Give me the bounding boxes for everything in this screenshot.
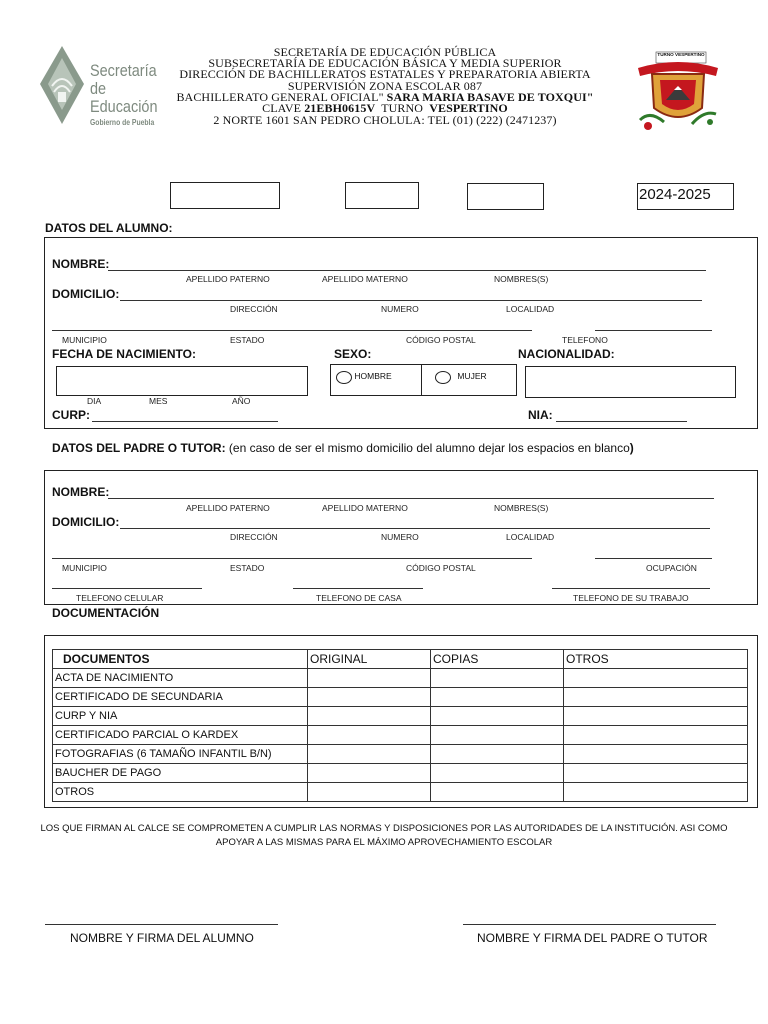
table-row [53,688,748,707]
padre-estado: ESTADO [230,563,265,573]
logo-line-1: Secretaría [90,61,157,80]
firma-padre-line[interactable] [463,924,716,925]
padre-municipio: MUNICIPIO [62,563,107,573]
copias-cell[interactable] [431,783,564,802]
folio-box-2[interactable] [345,182,419,209]
folio-box-1[interactable] [170,182,280,209]
alumno-nombre-label: NOMBRE: [52,257,110,271]
hombre-label: HOMBRE [354,371,392,381]
fecha-mes: MES [149,396,168,406]
nacionalidad-box[interactable] [525,366,736,398]
alumno-numero: NUMERO [381,304,419,314]
otros-cell[interactable] [564,783,748,802]
mujer-label: MUJER [457,371,487,381]
tel-celular: TELEFONO CELULAR [76,593,164,603]
compromiso-line-1: LOS QUE FIRMAN AL CALCE SE COMPROMETEN A CUMPLIR LAS NORMAS Y DISPOSICIONES POR LAS AUTORIDADES DE LA INSTITUCIÓN. ASI COMO [40,823,728,834]
school-year: 2024-2025 [639,186,711,203]
compromiso-text [30,822,738,850]
otros-cell[interactable] [564,764,748,783]
padre-municipio-line[interactable] [52,558,532,559]
curp-line[interactable] [92,421,278,422]
padre-numero: NUMERO [381,532,419,542]
original-cell[interactable] [308,669,431,688]
compromiso-line-2: APOYAR A LAS MISMAS PARA EL MÁXIMO APROVECHAMIENTO ESCOLAR [215,837,553,848]
padre-localidad: LOCALIDAD [506,532,555,542]
documentos-table [52,649,748,802]
table-row [53,669,748,688]
padre-ocupacion-line[interactable] [595,558,712,559]
mujer-option[interactable] [435,371,487,384]
alumno-municipio-line[interactable] [52,330,532,331]
alumno-direccion: DIRECCIÓN [230,304,278,314]
doc-name: ACTA DE NACIMIENTO [53,669,308,688]
firma-alumno-label: NOMBRE Y FIRMA DEL ALUMNO [70,931,254,945]
padre-apellido-paterno: APELLIDO PATERNO [186,503,270,513]
doc-name: CERTIFICADO PARCIAL O KARDEX [53,726,308,745]
alumno-estado: ESTADO [230,335,265,345]
alumno-domicilio-line[interactable] [120,300,702,301]
alumno-localidad: LOCALIDAD [506,304,555,314]
otros-cell[interactable] [564,688,748,707]
padre-domicilio-label: DOMICILIO: [52,515,120,529]
padre-nombre-line[interactable] [108,498,714,499]
copias-cell[interactable] [431,688,564,707]
fecha-nacimiento-label: FECHA DE NACIMIENTO: [52,347,196,361]
doc-name: CURP Y NIA [53,707,308,726]
header-block [150,47,620,126]
curp-label: CURP: [52,408,90,422]
documentacion-title: DOCUMENTACIÓN [52,606,160,620]
fecha-nacimiento-box[interactable] [56,366,308,396]
folio-box-3[interactable] [467,183,544,210]
alumno-telefono-line[interactable] [595,330,712,331]
table-row [53,745,748,764]
padre-domicilio-line[interactable] [120,528,710,529]
tel-trabajo: TELEFONO DE SU TRABAJO [573,593,689,603]
nacionalidad-label: NACIONALIDAD: [518,347,615,361]
seal-banner: TURNO VESPERTINO [657,52,705,57]
copias-cell[interactable] [431,726,564,745]
padre-codigo-postal: CÓDIGO POSTAL [406,563,476,573]
table-row [53,707,748,726]
original-cell[interactable] [308,726,431,745]
header-line-1: SECRETARÍA DE EDUCACIÓN PÚBLICA [273,45,497,59]
copias-cell[interactable] [431,707,564,726]
original-cell[interactable] [308,688,431,707]
hombre-radio-icon[interactable] [336,371,352,384]
table-row [53,726,748,745]
otros-cell[interactable] [564,669,748,688]
nia-label: NIA: [528,408,553,422]
school-seal-icon [630,50,726,142]
otros-cell[interactable] [564,707,748,726]
alumno-nombres: NOMBRES(S) [494,274,549,284]
header-line-6: CLAVE 21EBH0615V TURNO VESPERTINO [262,101,508,116]
table-row [53,764,748,783]
doc-name: CERTIFICADO DE SECUNDARIA [53,688,308,707]
table-header-row [53,650,748,669]
fecha-dia: DIA [87,396,102,406]
padre-apellido-materno: APELLIDO MATERNO [322,503,408,513]
copias-cell[interactable] [431,764,564,783]
original-cell[interactable] [308,764,431,783]
school-seal [630,50,726,142]
original-cell[interactable] [308,745,431,764]
fecha-ano: AÑO [232,396,251,406]
header-line-7: 2 NORTE 1601 SAN PEDRO CHOLULA: TEL (01) (222) (2471237) [213,113,557,128]
tel-celular-line[interactable] [52,588,202,589]
sexo-label: SEXO: [334,347,372,361]
alumno-apellido-materno: APELLIDO MATERNO [322,274,408,284]
alumno-apellido-paterno: APELLIDO PATERNO [186,274,270,284]
padre-nombre-label: NOMBRE: [52,485,110,499]
doc-name: FOTOGRAFIAS (6 TAMAÑO INFANTIL B/N) [53,745,308,764]
doc-name: OTROS [53,783,308,802]
nia-line[interactable] [556,421,687,422]
school-year-box [637,183,734,210]
tel-casa-line[interactable] [293,588,423,589]
padre-nombres: NOMBRES(S) [494,503,549,513]
table-row [53,783,748,802]
sep-logo [38,44,168,126]
original-cell[interactable] [308,707,431,726]
alumno-domicilio-label: DOMICILIO: [52,287,120,301]
padre-direccion: DIRECCIÓN [230,532,278,542]
col-documentos: DOCUMENTOS [53,650,308,669]
firma-padre-label: NOMBRE Y FIRMA DEL PADRE O TUTOR [477,931,708,945]
hombre-option[interactable] [336,371,392,384]
header-line-2: SUBSECRETARÍA DE EDUCACIÓN BÁSICA Y MEDIA SUPERIOR [208,56,562,71]
logo-line-3: Gobierno de Puebla [90,118,155,127]
alumno-municipio: MUNICIPIO [62,335,107,345]
firma-alumno-line[interactable] [45,924,278,925]
col-original: ORIGINAL [308,650,431,669]
copias-cell[interactable] [431,745,564,764]
alumno-section-title: DATOS DEL ALUMNO: [45,221,173,235]
sep-logo-icon [38,44,86,126]
col-otros: OTROS [564,650,748,669]
header-line-3: DIRECCIÓN DE BACHILLERATOS ESTATALES Y PREPARATORIA ABIERTA [179,67,591,82]
padre-section-title: DATOS DEL PADRE O TUTOR: (en caso de ser el mismo domicilio del alumno dejar los espacios en blanco) [52,441,634,455]
col-copias: COPIAS [431,650,564,669]
tel-trabajo-line[interactable] [552,588,710,589]
alumno-telefono: TELEFONO [562,335,608,345]
logo-line-2: de Educación [90,79,158,116]
header-line-4: SUPERVISIÓN ZONA ESCOLAR 087 [287,78,483,93]
alumno-nombre-line[interactable] [108,270,706,271]
padre-ocupacion: OCUPACIÓN [646,563,697,573]
mujer-radio-icon[interactable] [435,371,451,384]
alumno-codigo-postal: CÓDIGO POSTAL [406,335,476,345]
header-line-5: BACHILLERATO GENERAL OFICIAL" SARA MARIA BASAVE DE TOXQUI" [176,89,594,104]
otros-cell[interactable] [564,745,748,764]
copias-cell[interactable] [431,669,564,688]
tel-casa: TELEFONO DE CASA [316,593,402,603]
doc-name: BAUCHER DE PAGO [53,764,308,783]
original-cell[interactable] [308,783,431,802]
otros-cell[interactable] [564,726,748,745]
